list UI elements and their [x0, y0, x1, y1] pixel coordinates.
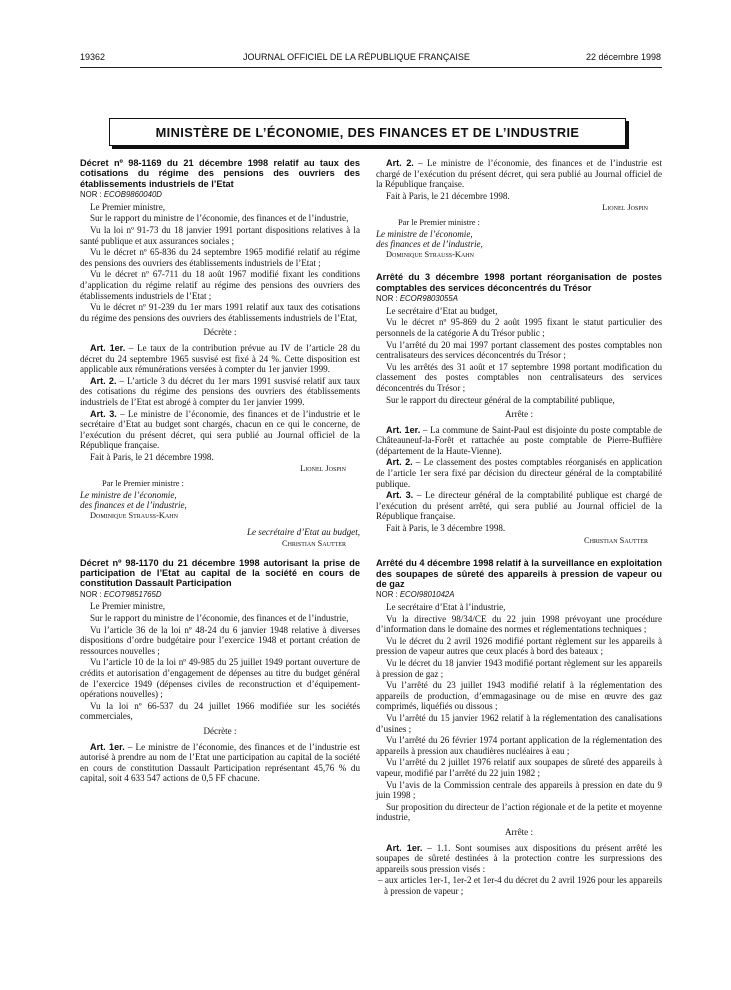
article: Art. 1er. – Le taux de la contribution prévue au IV de l’article 28 du décret du 24 septembre 1965 susvisé est fixé à 24 %. Cette disposition est applicable aux rémunérations versées à compter du 1er janvier 1999.: [80, 342, 360, 375]
signing-date: Fait à Paris, le 21 décembre 1998.: [90, 451, 214, 462]
nor-reference: NOR : ECOR9803055A: [376, 294, 458, 304]
article: Art. 2. – L’article 3 du décret du 1er mars 1991 susvisé relatif aux taux des cotisations du régime des pensions des ouvriers des établissements industriels de l’Etat est abrogé à compter du 1er janvier 1999.: [80, 375, 360, 407]
journal-title: JOURNAL OFFICIEL DE LA RÉPUBLIQUE FRANÇAISE: [243, 52, 470, 62]
decrete-heading: Décrète :: [203, 725, 237, 736]
secretary-block: Le secrétaire d’Etat au budget, Christian Sautter: [246, 527, 360, 549]
article: Art. 1er. – 1.1. Sont soumises aux dispositions du présent arrêté les soupapes de sûreté destinées à la protection contre les surpressions des appareils sous pression visés :: [376, 842, 662, 874]
premier-ministre-line: Par le Premier ministre :: [102, 479, 184, 489]
decree-title: Décret nº 98-1169 du 21 décembre 1998 relatif au taux des cotisations du régime des pensions des ouvriers des établissements industriels de l’Etat: [80, 158, 360, 189]
paragraph: Vu l’article 10 de la loi nº 49-985 du 25 juillet 1949 portant ouverture de crédits et autorisation d’engagement de dépenses au titre du budget général de l’exercice 1949 (dépenses civiles de reconstruction et d’équipement-opérations nouvelles) ;: [80, 657, 360, 700]
minister-title: des finances et de l’industrie,: [80, 500, 187, 511]
left-column: [80, 158, 360, 785]
paragraph: Vu l’avis de la Commission centrale des appareils à pression en date du 9 juin 1998 ;: [376, 779, 662, 801]
nor-reference: NOR : ECOI9801042A: [376, 590, 455, 600]
paragraph: Sur le rapport du ministre de l’économie, des finances et de l’industrie,: [90, 213, 349, 224]
signatory: Christian Sautter: [584, 535, 648, 545]
minister-name: Dominique Strauss-Kahn: [386, 249, 474, 259]
page-number: 19362: [80, 52, 106, 62]
paragraph: Vu l’arrêté du 2 juillet 1976 relatif aux soupapes de sûreté des appareils à vapeur, modifié par l’arrêté du 22 juin 1982 ;: [376, 757, 662, 778]
paragraph: Sur le rapport du ministre de l’économie, des finances et de l’industrie,: [90, 613, 349, 624]
paragraph: Vu le décret du 2 avril 1926 modifié portant règlement sur les appareils à pression de vapeur autres que ceux placés à bord des bateaux ;: [376, 635, 662, 657]
ministry-title: MINISTÈRE DE L’ÉCONOMIE, DES FINANCES ET DE L’INDUSTRIE: [155, 124, 580, 140]
paragraph: Vu le décret nº 91-239 du 1er mars 1991 relatif aux taux des cotisations du régime des pensions des ouvriers des établissements industriels de l’Etat,: [80, 302, 360, 323]
nor-reference: NOR : ECOB9860040D: [80, 190, 162, 200]
signing-date: Fait à Paris, le 21 décembre 1998.: [386, 190, 510, 201]
paragraph: Vu la loi nº 66-537 du 24 juillet 1966 modifiée sur les sociétés commerciales,: [80, 700, 360, 722]
article: Art. 2. – Le ministre de l’économie, des finances et de l’industrie est chargé de l’exécution du présent décret, qui sera publié au Journal officiel de la République française.: [376, 158, 662, 190]
signing-date: Fait à Paris, le 3 décembre 1998.: [386, 523, 506, 534]
minister-title: Le ministre de l’économie,: [80, 489, 177, 500]
minister-name: Dominique Strauss-Kahn: [90, 510, 178, 520]
premier-ministre-line: Par le Premier ministre :: [398, 217, 480, 227]
paragraph: Vu la loi nº 91-73 du 18 janvier 1991 portant dispositions relatives à la santé publique et aux assurances sociales ;: [80, 225, 360, 246]
decree-title: Décret nº 98-1170 du 21 décembre 1998 autorisant la prise de participation de l’Etat au capital de la société en cours de constitution Dassault Participation: [80, 557, 360, 589]
list-item: – aux articles 1er-1, 1er-2 et 1er-4 du décret du 2 avril 1926 pour les appareils à pression de vapeur ;: [378, 875, 662, 896]
signatory: Lionel Jospin: [300, 464, 346, 474]
minister-title: Le ministre de l’économie,: [376, 228, 473, 239]
nor-reference: NOR : ECOT9851765D: [80, 589, 162, 599]
signatory: Lionel Jospin: [602, 203, 648, 213]
header-rule: [80, 67, 662, 68]
ministry-title-box: [109, 118, 626, 146]
page-header: [0, 52, 731, 66]
paragraph: Vu l’article 36 de la loi nº 48-24 du 6 janvier 1948 relative à diverses dispositions d’ordre budgétaire pour l’exercice 1948 et portant création de ressources nouvelles ;: [80, 624, 360, 656]
right-column: [376, 158, 662, 897]
decrete-heading: Décrète :: [203, 327, 237, 338]
paragraph: Vu le décret nº 95-869 du 2 août 1995 fixant le statut particulier des personnels de la catégorie A du Trésor public ;: [376, 317, 662, 338]
arrete-title: Arrêté du 4 décembre 1998 relatif à la surveillance en exploitation des soupapes de sûreté des appareils à pression de vapeur ou de gaz: [376, 558, 662, 590]
issue-date: 22 décembre 1998: [585, 52, 661, 62]
paragraph: Vu l’arrêté du 26 février 1974 portant application de la réglementation des appareils à pression aux chaudières nucléaires à eau ;: [376, 735, 662, 756]
paragraph: Vu la directive 98/34/CE du 22 juin 1998 prévoyant une procédure d’information dans le domaine des normes et réglementations techniques ;: [376, 613, 662, 635]
paragraph: Le secrétaire d’Etat au budget,: [386, 305, 498, 316]
paragraph: Le Premier ministre,: [90, 201, 166, 212]
paragraph: Vu l’arrêté du 20 mai 1997 portant classement des postes comptables non centralisateurs des services déconcentrés du Trésor ;: [376, 339, 662, 361]
arrete-heading: Arrête :: [504, 826, 534, 837]
paragraph: Vu le décret nº 65-836 du 24 septembre 1965 modifié relatif au régime des pensions des ouvriers des établissements industriels de l’Etat ;: [80, 247, 360, 268]
article: Art. 1er. – Le ministre de l’économie, des finances et de l’industrie est autorisé à prendre au nom de l’Etat une participation au capital de la société en cours de constitution Dassault Participation représentant 45,76 % du capital, soit 4 633 547 actions de 0,5 FF chacune.: [80, 741, 360, 784]
paragraph: Vu l’arrêté du 23 juillet 1943 modifié relatif à la réglementation des appareils de production, d’emmagasinage ou de mise en œuvre des gaz comprimés, liquéfiés ou dissous ;: [376, 680, 662, 712]
arrete-title: Arrêté du 3 décembre 1998 portant réorganisation de postes comptables des services déconcentrés du Trésor: [376, 272, 662, 293]
paragraph: Vu l’arrêté du 15 janvier 1962 relatif à la réglementation des canalisations d’usines ;: [376, 712, 662, 734]
paragraph: Vu le décret du 18 janvier 1943 modifié portant règlement sur les appareils à pression de gaz ;: [376, 658, 662, 679]
paragraph: Vu le décret nº 67-711 du 18 août 1967 modifié fixant les conditions d’application du régime relatif au régime des pensions des ouvriers des établissements industriels de l’Etat ;: [80, 269, 360, 301]
paragraph: Sur le rapport du directeur général de la comptabilité publique,: [386, 394, 615, 405]
paragraph: Vu les arrêtés des 31 août et 17 septembre 1998 portant modification du classement des postes comptables non centralisateurs des services déconcentrés du Trésor ;: [376, 361, 662, 393]
article: Art. 3. – Le ministre de l’économie, des finances et de l’industrie et le secrétaire d’Etat au budget sont chargés, chacun en ce qui le concerne, de l’exécution du présent décret, qui sera publié au Journal officiel de la République française.: [80, 408, 360, 451]
paragraph: Le secrétaire d’Etat à l’industrie,: [386, 602, 506, 613]
article: Art. 2. – Le classement des postes comptables réorganisés en application de l’article 1er sera fixé par décision du directeur général de la comptabilité publique.: [376, 457, 662, 489]
arrete-heading: Arrête :: [504, 409, 534, 420]
paragraph: Le Premier ministre,: [90, 601, 166, 612]
article: Art. 1er. – La commune de Saint-Paul est disjointe du poste comptable de Châteauneuf-la-Forêt et rattachée au poste comptable de Pierre-Buffière (département de la Haute-Vienne).: [376, 424, 662, 456]
article: Art. 3. – Le directeur général de la comptabilité publique est chargé de l’exécution du présent arrêté, qui sera publié au Journal officiel de la République française.: [376, 490, 662, 522]
minister-title: des finances et de l’industrie,: [376, 239, 483, 250]
paragraph: Sur proposition du directeur de l’action régionale et de la petite et moyenne industrie,: [376, 801, 662, 823]
